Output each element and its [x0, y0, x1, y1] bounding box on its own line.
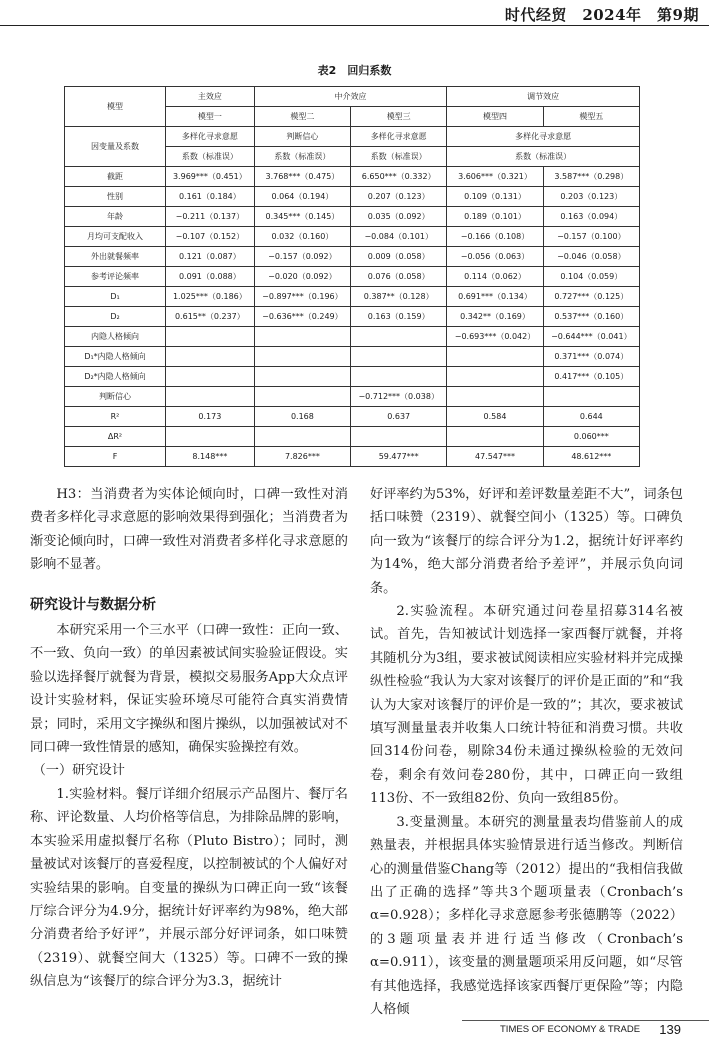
row-label: 性别 [65, 187, 166, 207]
paragraph: 好评率约为53%，好评和差评数量差距不大”，词条包括口味赞（2319）、就餐空间小（1325）等。口碑负向一致为“该餐厅的综合评分为1.2，据统计好评率约为14%，绝大部分消费者给予差评”，并展示负向词条。 [370, 487, 683, 596]
cell-m1: 1.025***（0.186） [166, 287, 255, 307]
cell-m3 [351, 327, 447, 347]
paragraph: 2.实验流程。本研究通过问卷星招募314名被试。首先，告知被试计划选择一家西餐厅就餐，并将其随机分为3组，要求被试阅读相应实验材料并完成操纵性检验“我认为大家对该餐厅的评价是正面的”和“我认为大家对该餐厅的评价是一致的”；其次，要求被试填写测量量表并收集人口统计特征和消费习惯。共收回314份问卷，剔除34份未通过操纵检验的无效问卷，剩余有效问卷280份，其中，口碑正向一致组113份、不一致组82份、负向一致组85份。 [370, 604, 683, 807]
cell-m2 [254, 427, 350, 447]
table-row [65, 287, 640, 307]
cell-m1: 8.148*** [166, 447, 255, 467]
coef-label: 系数（标准误） [447, 147, 640, 167]
cell-m4: −0.056（0.063） [447, 247, 543, 267]
dv-model-2: 判断信心 [254, 127, 350, 147]
row-label: 参考评论频率 [65, 267, 166, 287]
table-row [65, 387, 640, 407]
cell-m5: 0.644 [543, 407, 639, 427]
header-mediation-effect: 中介效应 [254, 87, 447, 107]
paragraph: 3.变量测量。本研究的测量量表均借鉴前人的成熟量表，并根据具体实验情景进行适当修改。判断信心的测量借鉴Chang等（2012）提出的“我相信我做出了正确的选择”等共3个题项量表（Cronbach’s α=0.928）；多样化寻求意愿参考张德鹏等（2022）的3题项量表并进行适当修改（Cronbach’s α=0.911），该变量的测量题项采用反问题，如“尽管有其他选择，我感觉选择该家西餐厅更保险”等；内隐人格倾 [370, 814, 683, 1017]
subsection-heading: （一）研究设计 [32, 763, 125, 779]
header-model-4: 模型四 [447, 107, 543, 127]
cell-m4: 0.342**（0.169） [447, 307, 543, 327]
table-row [65, 227, 640, 247]
row-label: D₁*内隐人格倾向 [65, 347, 166, 367]
cell-m3: 0.035（0.092） [351, 207, 447, 227]
cell-m4 [447, 367, 543, 387]
row-label: 年龄 [65, 207, 166, 227]
row-label: D₁ [65, 287, 166, 307]
cell-m5: 0.163（0.094） [543, 207, 639, 227]
cell-m3: 59.477*** [351, 447, 447, 467]
cell-m3: 0.637 [351, 407, 447, 427]
journal-header-title: 时代经贸 2024年 第9期 [504, 6, 699, 24]
page-footer [0, 1012, 709, 1038]
cell-m1 [166, 367, 255, 387]
coef-label: 系数（标准误） [166, 147, 255, 167]
row-label: 内隐人格倾向 [65, 327, 166, 347]
footer-rule [462, 1020, 709, 1021]
cell-m2: 7.826*** [254, 447, 350, 467]
cell-m5: −0.046（0.058） [543, 247, 639, 267]
row-label: D₂ [65, 307, 166, 327]
cell-m4: −0.693***（0.042） [447, 327, 543, 347]
table-header-row [65, 87, 640, 107]
cell-m1: 0.161（0.184） [166, 187, 255, 207]
table-row [65, 307, 640, 327]
cell-m2: 0.064（0.194） [254, 187, 350, 207]
cell-m1: 0.121（0.087） [166, 247, 255, 267]
coef-label: 系数（标准误） [254, 147, 350, 167]
table-row [65, 447, 640, 467]
cell-m4: 0.691***（0.134） [447, 287, 543, 307]
cell-m4 [447, 387, 543, 407]
right-column [370, 483, 683, 1021]
cell-m1: 3.969***（0.451） [166, 167, 255, 187]
cell-m4: 0.584 [447, 407, 543, 427]
row-label: 外出就餐频率 [65, 247, 166, 267]
cell-m5: 0.727***（0.125） [543, 287, 639, 307]
footer-journal-name: TIMES OF ECONOMY & TRADE [500, 1024, 641, 1035]
cell-m5: −0.157（0.100） [543, 227, 639, 247]
cell-m3 [351, 347, 447, 367]
paragraph: 本研究采用一个三水平（口碑一致性：正向一致、不一致、负向一致）的单因素被试间实验验证假设。实验以选择餐厅就餐为背景，模拟交易服务App大众点评设计实验材料，保证实验环境尽可能符合真实消费情景；同时，采用文字操纵和图片操纵，以加强被试对不同口碑一致性情景的感知，确保实验操控有效。 [30, 623, 348, 756]
cell-m1 [166, 327, 255, 347]
header-model-1: 模型一 [166, 107, 255, 127]
cell-m2: 3.768***（0.475） [254, 167, 350, 187]
table-row [65, 327, 640, 347]
cell-m2: −0.636***（0.249） [254, 307, 350, 327]
cell-m2 [254, 387, 350, 407]
cell-m1: −0.211（0.137） [166, 207, 255, 227]
cell-m5: 0.060*** [543, 427, 639, 447]
cell-m3: −0.712***（0.038） [351, 387, 447, 407]
row-label: 截距 [65, 167, 166, 187]
cell-m1 [166, 387, 255, 407]
table-row [65, 367, 640, 387]
paragraph: 1.实验材料。餐厅详细介绍展示产品图片、餐厅名称、评论数量、人均价格等信息，为排除品牌的影响，本实验采用虚拟餐厅名称（Pluto Bistro）；同时，测量被试对该餐厅的喜爱程度，以控制被试的个人偏好对实验结果的影响。自变量的操纵为口碑正向一致“该餐厅综合评分为4.9分，据统计好评率约为98%，绝大部分消费者给予好评”，并展示部分好评词条，如口味赞（2319）、就餐空间大（1325）等。口碑不一致的操纵信息为“该餐厅的综合评分为3.3，据统计 [30, 786, 348, 990]
cell-m3: 0.387**（0.128） [351, 287, 447, 307]
row-label: ΔR² [65, 427, 166, 447]
cell-m4: 0.114（0.062） [447, 267, 543, 287]
page-number: 139 [659, 1022, 681, 1037]
section-heading: 研究设计与数据分析 [30, 596, 156, 613]
cell-m3 [351, 427, 447, 447]
cell-m2: −0.897***（0.196） [254, 287, 350, 307]
row-label: F [65, 447, 166, 467]
cell-m3: 0.163（0.159） [351, 307, 447, 327]
cell-m1 [166, 347, 255, 367]
table-row [65, 407, 640, 427]
cell-m2: 0.032（0.160） [254, 227, 350, 247]
cell-m1: 0.173 [166, 407, 255, 427]
cell-m3: 0.009（0.058） [351, 247, 447, 267]
cell-m2 [254, 347, 350, 367]
header-model-2: 模型二 [254, 107, 350, 127]
cell-m4: 47.547*** [447, 447, 543, 467]
cell-m1: −0.107（0.152） [166, 227, 255, 247]
cell-m2: 0.345***（0.145） [254, 207, 350, 227]
left-column [30, 483, 348, 994]
header-rule [0, 25, 709, 26]
cell-m5: 0.203（0.123） [543, 187, 639, 207]
hypothesis-h3: H3：当消费者为实体论倾向时，口碑一致性对消费者多样化寻求意愿的影响效果得到强化；当消费者为渐变论倾向时，口碑一致性对消费者多样化寻求意愿的影响不显著。 [30, 487, 348, 573]
cell-m3: −0.084（0.101） [351, 227, 447, 247]
cell-m2: −0.020（0.092） [254, 267, 350, 287]
page-header [0, 0, 709, 26]
cell-m2 [254, 327, 350, 347]
table-row [65, 427, 640, 447]
cell-m5: 0.104（0.059） [543, 267, 639, 287]
table-header-row [65, 127, 640, 147]
row-label: 月均可支配收入 [65, 227, 166, 247]
table-row [65, 347, 640, 367]
coef-label: 系数（标准误） [351, 147, 447, 167]
dv-model-1: 多样化寻求意愿 [166, 127, 255, 147]
cell-m4: 3.606***（0.321） [447, 167, 543, 187]
row-label: 判断信心 [65, 387, 166, 407]
table-row [65, 167, 640, 187]
table-row [65, 247, 640, 267]
row-label: R² [65, 407, 166, 427]
cell-m3: 6.650***（0.332） [351, 167, 447, 187]
cell-m4 [447, 347, 543, 367]
cell-m5: 0.417***（0.105） [543, 367, 639, 387]
cell-m5: −0.644***（0.041） [543, 327, 639, 347]
cell-m1: 0.615**（0.237） [166, 307, 255, 327]
cell-m1: 0.091（0.088） [166, 267, 255, 287]
cell-m4: −0.166（0.108） [447, 227, 543, 247]
table-caption: 表2 回归系数 [317, 64, 392, 77]
header-main-effect: 主效应 [166, 87, 255, 107]
regression-table [64, 86, 640, 467]
cell-m5: 0.537***（0.160） [543, 307, 639, 327]
table-row [65, 267, 640, 287]
cell-m3: 0.207（0.123） [351, 187, 447, 207]
header-model-5: 模型五 [543, 107, 639, 127]
cell-m3: 0.076（0.058） [351, 267, 447, 287]
cell-m2 [254, 367, 350, 387]
cell-m1 [166, 427, 255, 447]
cell-m4: 0.109（0.131） [447, 187, 543, 207]
cell-m5: 0.371***（0.074） [543, 347, 639, 367]
header-dependent-variable: 因变量及系数 [65, 127, 166, 167]
header-model-3: 模型三 [351, 107, 447, 127]
row-label: D₂*内隐人格倾向 [65, 367, 166, 387]
cell-m2: 0.168 [254, 407, 350, 427]
cell-m5: 3.587***（0.298） [543, 167, 639, 187]
cell-m4 [447, 427, 543, 447]
cell-m2: −0.157（0.092） [254, 247, 350, 267]
cell-m5: 48.612*** [543, 447, 639, 467]
cell-m5 [543, 387, 639, 407]
header-moderation-effect: 调节效应 [447, 87, 640, 107]
table-row [65, 187, 640, 207]
cell-m3 [351, 367, 447, 387]
dv-model-4-5: 多样化寻求意愿 [447, 127, 640, 147]
header-model: 模型 [65, 87, 166, 127]
dv-model-3: 多样化寻求意愿 [351, 127, 447, 147]
cell-m4: 0.189（0.101） [447, 207, 543, 227]
table-row [65, 207, 640, 227]
